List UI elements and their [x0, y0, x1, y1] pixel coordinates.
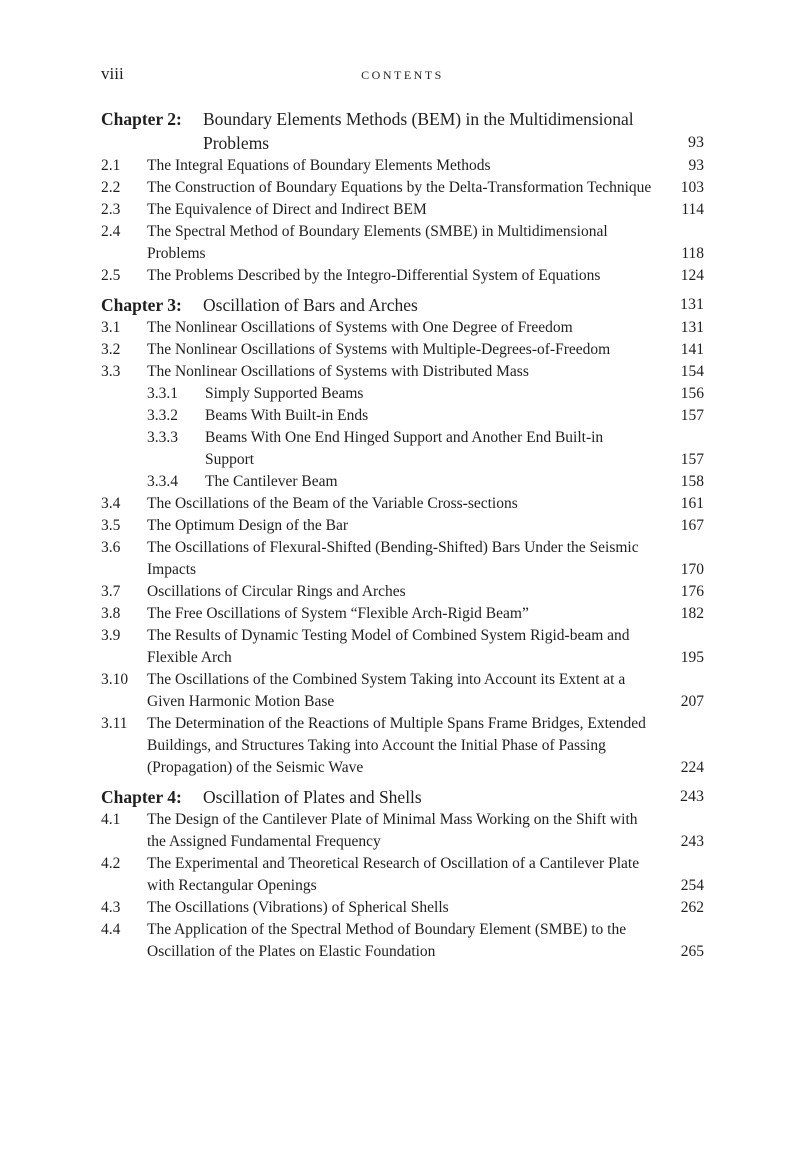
- page-number: 93: [688, 134, 704, 151]
- section-entry[interactable]: [101, 339, 704, 361]
- section-title: The Problems Described by the Integro-Differential System of Equations: [147, 267, 601, 284]
- chapter-title: Oscillation of Plates and Shells: [203, 787, 422, 807]
- section-title: The Integral Equations of Boundary Elements Methods: [147, 157, 491, 174]
- section-title: Simply Supported Beams: [205, 385, 364, 402]
- section-number: 3.5: [101, 517, 121, 534]
- chapter-title: Oscillation of Bars and Arches: [203, 295, 418, 315]
- section-entry[interactable]: [101, 317, 704, 339]
- page-number: 262: [680, 899, 704, 916]
- subsection-entry[interactable]: [101, 405, 704, 427]
- section-title: The Oscillations (Vibrations) of Spherical Shells: [147, 899, 449, 916]
- page-number: 158: [680, 473, 704, 490]
- section-entry[interactable]: [101, 177, 704, 199]
- section-number: 3.2: [101, 341, 121, 358]
- section-title: The Equivalence of Direct and Indirect BEM: [147, 201, 427, 218]
- section-entry[interactable]: [101, 361, 704, 383]
- page-number: 161: [680, 495, 704, 512]
- page-number: 182: [680, 605, 704, 622]
- subsection-entry[interactable]: [101, 427, 704, 471]
- section-number: 3.3.3: [147, 429, 178, 446]
- section-number: 3.11: [101, 715, 128, 732]
- section-entry[interactable]: [101, 221, 704, 265]
- section-title: The Results of Dynamic Testing Model of Combined System Rigid-beam and Flexible Arch: [147, 627, 630, 666]
- section-entry[interactable]: [101, 493, 704, 515]
- section-title: The Optimum Design of the Bar: [147, 517, 349, 534]
- section-title: The Determination of the Reactions of Multiple Spans Frame Bridges, Extended Buildings, and Structures Taking into Account the Initial Phase of Passing (Propagation) of the Seismic Wave: [147, 715, 646, 776]
- section-title: The Construction of Boundary Equations by the Delta-Transformation Technique: [147, 179, 652, 196]
- page-number: 93: [688, 157, 704, 174]
- section-entry[interactable]: [101, 809, 704, 853]
- book-page: [101, 64, 704, 963]
- section-number: 4.1: [101, 811, 121, 828]
- section-number: 2.5: [101, 267, 121, 284]
- section-title: The Oscillations of the Beam of the Variable Cross-sections: [147, 495, 518, 512]
- chapter-entry[interactable]: [101, 785, 704, 809]
- page-number: 131: [680, 319, 704, 336]
- section-number: 4.4: [101, 921, 121, 938]
- section-title: The Oscillations of Flexural-Shifted (Bending-Shifted) Bars Under the Seismic Impacts: [147, 539, 639, 578]
- chapter-title: Boundary Elements Methods (BEM) in the Multidimensional Problems: [203, 109, 634, 153]
- section-number: 2.2: [101, 179, 121, 196]
- chapter-label: Chapter 4:: [101, 787, 182, 807]
- page-number: 243: [680, 833, 704, 850]
- page-number: 207: [680, 693, 704, 710]
- section-entry[interactable]: [101, 199, 704, 221]
- page-number: 195: [680, 649, 704, 666]
- section-number: 3.3.1: [147, 385, 178, 402]
- section-number: 3.6: [101, 539, 121, 556]
- section-number: 2.1: [101, 157, 121, 174]
- section-entry[interactable]: [101, 669, 704, 713]
- subsection-entry[interactable]: [101, 471, 704, 493]
- section-number: 3.4: [101, 495, 121, 512]
- section-number: 3.3.2: [147, 407, 178, 424]
- page-number: 156: [680, 385, 704, 402]
- chapter-entry[interactable]: [101, 293, 704, 317]
- page-number: 154: [680, 363, 704, 380]
- section-title: The Cantilever Beam: [205, 473, 338, 490]
- page-number: 124: [680, 267, 704, 284]
- section-title: The Free Oscillations of System “Flexible Arch-Rigid Beam”: [147, 605, 529, 622]
- section-number: 3.3: [101, 363, 121, 380]
- page-number: 254: [680, 877, 704, 894]
- page-number: 157: [680, 451, 704, 468]
- section-title: The Application of the Spectral Method of Boundary Element (SMBE) to the Oscillation of the Plates on Elastic Foundation: [147, 921, 627, 960]
- section-entry[interactable]: [101, 265, 704, 287]
- section-number: 3.1: [101, 319, 121, 336]
- section-number: 2.3: [101, 201, 121, 218]
- section-entry[interactable]: [101, 853, 704, 897]
- running-title: CONTENTS: [361, 68, 444, 82]
- section-entry[interactable]: [101, 897, 704, 919]
- page-number: 243: [680, 788, 704, 805]
- section-entry[interactable]: [101, 713, 704, 779]
- section-entry[interactable]: [101, 603, 704, 625]
- page-number: 118: [681, 245, 704, 262]
- section-title: The Design of the Cantilever Plate of Minimal Mass Working on the Shift with the Assigned Fundamental Frequency: [147, 811, 638, 850]
- section-entry[interactable]: [101, 537, 704, 581]
- section-number: 4.2: [101, 855, 121, 872]
- page-number: 170: [680, 561, 704, 578]
- page-number: 114: [681, 201, 704, 218]
- section-entry[interactable]: [101, 515, 704, 537]
- section-entry[interactable]: [101, 581, 704, 603]
- page-number: 176: [680, 583, 704, 600]
- section-title: The Nonlinear Oscillations of Systems with Distributed Mass: [147, 363, 529, 380]
- section-number: 3.3.4: [147, 473, 178, 490]
- page-number: 141: [680, 341, 704, 358]
- section-title: The Nonlinear Oscillations of Systems with Multiple-Degrees-of-Freedom: [147, 341, 611, 358]
- section-number: 3.8: [101, 605, 121, 622]
- section-title: The Experimental and Theoretical Research of Oscillation of a Cantilever Plate with Rectangular Openings: [147, 855, 640, 894]
- section-entry[interactable]: [101, 919, 704, 963]
- subsection-entry[interactable]: [101, 383, 704, 405]
- page-number: 131: [680, 296, 704, 313]
- section-number: 3.9: [101, 627, 121, 644]
- section-title: Beams With One End Hinged Support and Another End Built-in Support: [205, 429, 604, 468]
- page-folio: viii: [101, 64, 124, 83]
- section-title: The Spectral Method of Boundary Elements (SMBE) in Multidimensional Problems: [147, 223, 608, 262]
- section-title: The Oscillations of the Combined System Taking into Account its Extent at a Given Harmonic Motion Base: [147, 671, 626, 710]
- section-number: 4.3: [101, 899, 121, 916]
- page-number: 224: [680, 759, 704, 776]
- page-number: 265: [680, 943, 704, 960]
- running-head: [101, 64, 704, 88]
- chapter-label: Chapter 2:: [101, 109, 182, 129]
- chapter-label: Chapter 3:: [101, 295, 182, 315]
- chapter-entry[interactable]: [101, 107, 704, 155]
- section-entry[interactable]: [101, 155, 704, 177]
- page-number: 103: [680, 179, 704, 196]
- section-title: Oscillations of Circular Rings and Arches: [147, 583, 406, 600]
- section-title: The Nonlinear Oscillations of Systems with One Degree of Freedom: [147, 319, 573, 336]
- page-number: 157: [680, 407, 704, 424]
- page-number: 167: [680, 517, 704, 534]
- section-number: 3.10: [101, 671, 129, 688]
- section-number: 2.4: [101, 223, 121, 240]
- section-entry[interactable]: [101, 625, 704, 669]
- table-of-contents: [101, 107, 704, 963]
- section-number: 3.7: [101, 583, 121, 600]
- section-title: Beams With Built-in Ends: [205, 407, 369, 424]
